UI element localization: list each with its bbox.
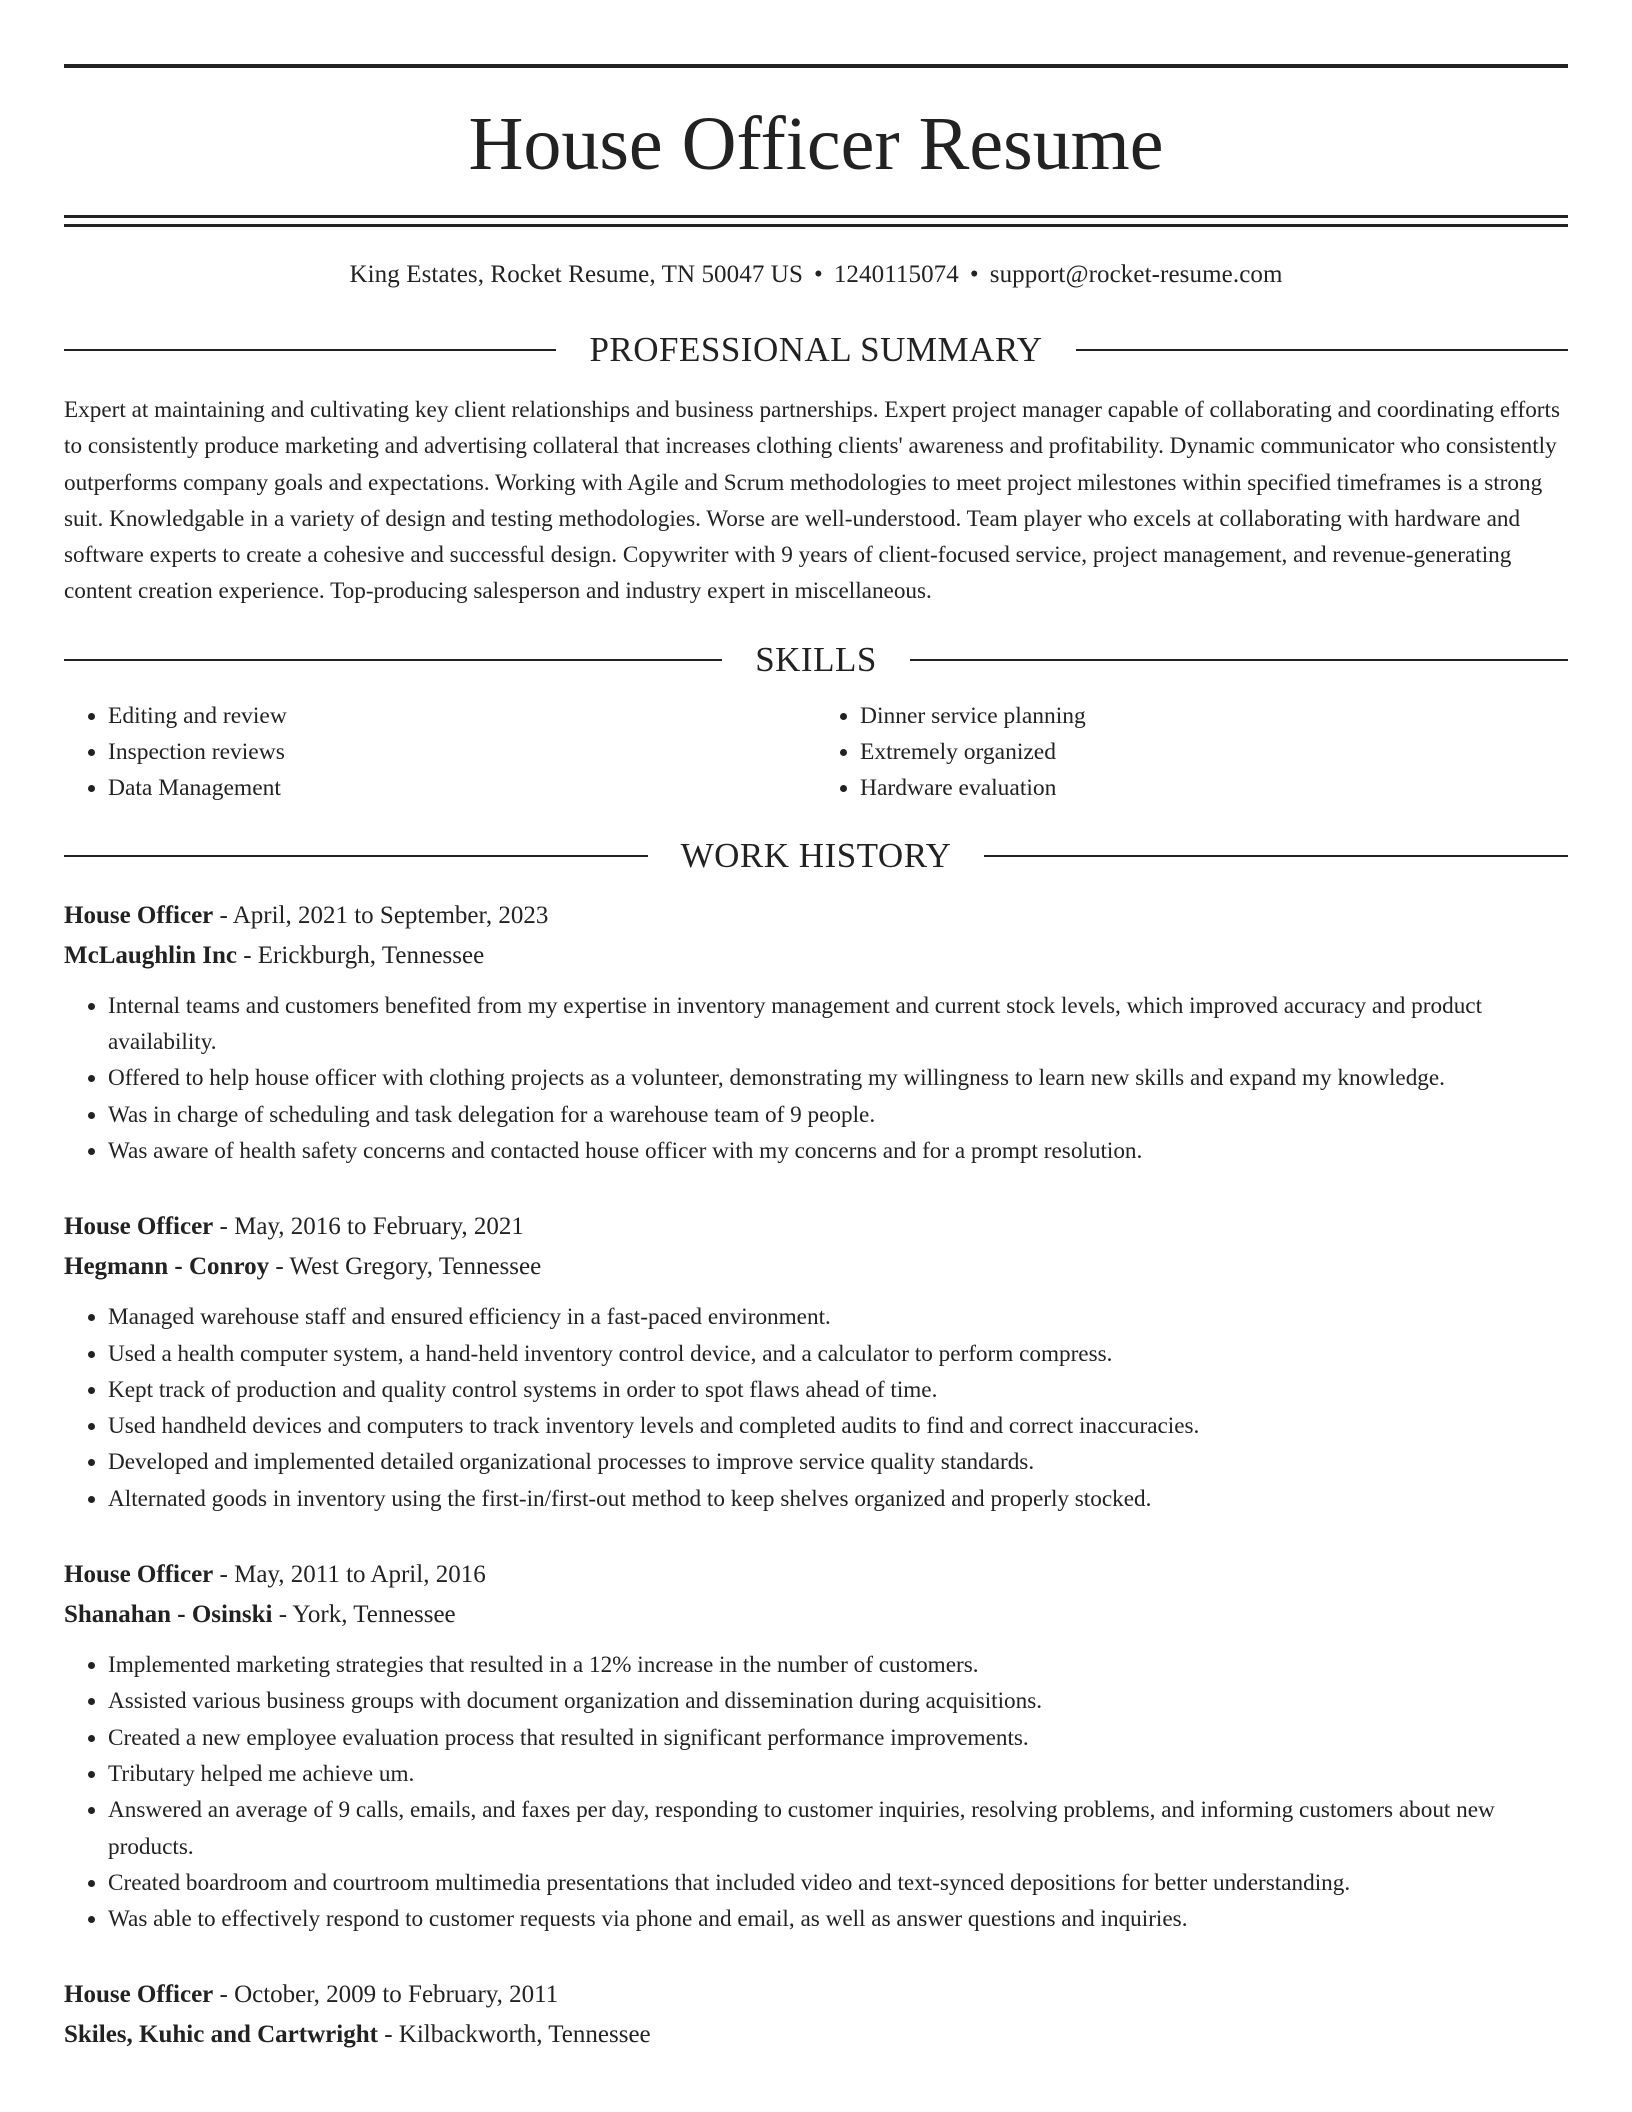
job-location: - West Gregory, Tennessee	[269, 1253, 542, 1281]
job-bullet: • Offered to help house officer with clothing projects as a volunteer, demonstrating my willingness to learn new skills and expand my knowledge.	[108, 1060, 1568, 1096]
job-bullet: • Used handheld devices and computers to track inventory levels and completed audits to find and correct inaccuracies.	[108, 1408, 1568, 1444]
contact-phone: 1240115074	[833, 261, 959, 288]
job-bullet: • Managed warehouse staff and ensured efficiency in a fast-paced environment.	[108, 1299, 1568, 1335]
job-company-line	[64, 936, 1568, 976]
heading-rule-right	[984, 855, 1568, 857]
contact-line	[64, 260, 1568, 290]
job-bullet: • Kept track of production and quality control systems in order to spot flaws ahead of time.	[108, 1372, 1568, 1408]
job-entry	[64, 1555, 1568, 1937]
job-entry	[64, 896, 1568, 1169]
job-title: House Officer	[64, 1981, 214, 2009]
job-title-line	[64, 1555, 1568, 1595]
skill-item: • Hardware evaluation	[860, 770, 1568, 806]
job-bullets	[64, 1647, 1568, 1937]
job-bullets	[64, 988, 1568, 1169]
heading-rule-left	[64, 349, 556, 351]
job-bullet: • Created boardroom and courtroom multimedia presentations that included video and text-synced depositions for better understanding.	[108, 1865, 1568, 1901]
job-dates: - May, 2016 to February, 2021	[213, 1213, 524, 1241]
heading-rule-left	[64, 659, 722, 661]
contact-email: support@rocket-resume.com	[989, 261, 1283, 288]
job-bullet: • Was aware of health safety concerns and contacted house officer with my concerns and for a prompt resolution.	[108, 1133, 1568, 1169]
contact-address: King Estates, Rocket Resume, TN 50047 US	[349, 261, 803, 288]
job-company-line	[64, 2015, 1568, 2055]
skills-column-right	[816, 698, 1568, 806]
job-title-line	[64, 896, 1568, 936]
job-entry	[64, 1207, 1568, 1517]
heading-rule-right	[910, 659, 1568, 661]
contact-separator: •	[969, 261, 979, 288]
job-title-line	[64, 1975, 1568, 2015]
job-title: House Officer	[64, 901, 214, 929]
summary-section-heading	[64, 330, 1568, 370]
contact-separator: •	[813, 261, 823, 288]
job-bullets	[64, 1299, 1568, 1517]
job-title: House Officer	[64, 1561, 214, 1589]
title-double-rule	[64, 215, 1568, 227]
job-company-line	[64, 1595, 1568, 1635]
skills-section-heading	[64, 640, 1568, 680]
job-location: - York, Tennessee	[272, 1601, 456, 1629]
job-location: - Kilbackworth, Tennessee	[377, 2021, 651, 2049]
skill-item: • Editing and review	[108, 698, 816, 734]
job-bullet: • Tributary helped me achieve um.	[108, 1756, 1568, 1792]
skill-item: • Dinner service planning	[860, 698, 1568, 734]
skills-column-left	[64, 698, 816, 806]
job-bullet: • Alternated goods in inventory using the first-in/first-out method to keep shelves organized and properly stocked.	[108, 1481, 1568, 1517]
job-company: Hegmann - Conroy	[64, 1253, 270, 1281]
professional-summary-text: Expert at maintaining and cultivating key client relationships and business partnerships. Expert project manager capable of collaborating and coordinating efforts to consistently produce marketing and advertising collateral that increases clothing clients' awareness and profitability. Dynamic communicator who consistently outperforms company goals and expectations. Working with Agile and Scrum methodologies to meet project milestones within specified timeframes is a strong suit. Knowledgable in a variety of design and testing methodologies. Worse are well-understood. Team player who excels at collaborating with hardware and software experts to create a cohesive and successful design. Copywriter with 9 years of client-focused service, project management, and revenue-generating content creation experience. Top-producing salesperson and industry expert in miscellaneous.	[64, 397, 1560, 605]
skills-heading-label: SKILLS	[755, 639, 877, 679]
job-bullet: • Was in charge of scheduling and task delegation for a warehouse team of 9 people.	[108, 1097, 1568, 1133]
top-rule	[64, 64, 1568, 68]
job-title-line	[64, 1207, 1568, 1247]
job-company-line	[64, 1247, 1568, 1287]
skills-list	[64, 698, 1568, 806]
heading-rule-left	[64, 855, 648, 857]
job-dates: - May, 2011 to April, 2016	[213, 1561, 486, 1589]
summary-heading-label: PROFESSIONAL SUMMARY	[589, 330, 1043, 369]
job-entry	[64, 1975, 1568, 2055]
job-bullet: • Assisted various business groups with document organization and dissemination during acquisitions.	[108, 1683, 1568, 1719]
work-history-heading-label: WORK HISTORY	[680, 835, 952, 875]
job-dates: - April, 2021 to September, 2023	[213, 901, 549, 929]
skill-item: • Data Management	[108, 770, 816, 806]
job-company: Skiles, Kuhic and Cartwright	[64, 2021, 378, 2049]
job-bullet: • Internal teams and customers benefited from my expertise in inventory management and current stock levels, which improved accuracy and product availability.	[108, 988, 1568, 1061]
resume-page	[64, 64, 1568, 2055]
job-title: House Officer	[64, 1213, 214, 1241]
skill-item: • Extremely organized	[860, 734, 1568, 770]
job-company: Shanahan - Osinski	[64, 1601, 273, 1629]
job-bullet: • Was able to effectively respond to customer requests via phone and email, as well as answer questions and inquiries.	[108, 1901, 1568, 1937]
job-dates: - October, 2009 to February, 2011	[213, 1981, 559, 2009]
job-bullet: • Used a health computer system, a hand-held inventory control device, and a calculator to perform compress.	[108, 1336, 1568, 1372]
job-company: McLaughlin Inc	[64, 941, 237, 969]
resume-title: House Officer Resume	[468, 102, 1164, 186]
skill-item: • Inspection reviews	[108, 734, 816, 770]
heading-rule-right	[1076, 349, 1568, 351]
work-history-section-heading	[64, 836, 1568, 876]
job-bullet: • Implemented marketing strategies that resulted in a 12% increase in the number of customers.	[108, 1647, 1568, 1683]
job-bullet: • Answered an average of 9 calls, emails, and faxes per day, responding to customer inquiries, resolving problems, and informing customers about new products.	[108, 1792, 1568, 1865]
job-bullet: • Created a new employee evaluation process that resulted in significant performance improvements.	[108, 1720, 1568, 1756]
job-location: - Erickburgh, Tennessee	[236, 941, 485, 969]
job-bullet: • Developed and implemented detailed organizational processes to improve service quality standards.	[108, 1444, 1568, 1480]
